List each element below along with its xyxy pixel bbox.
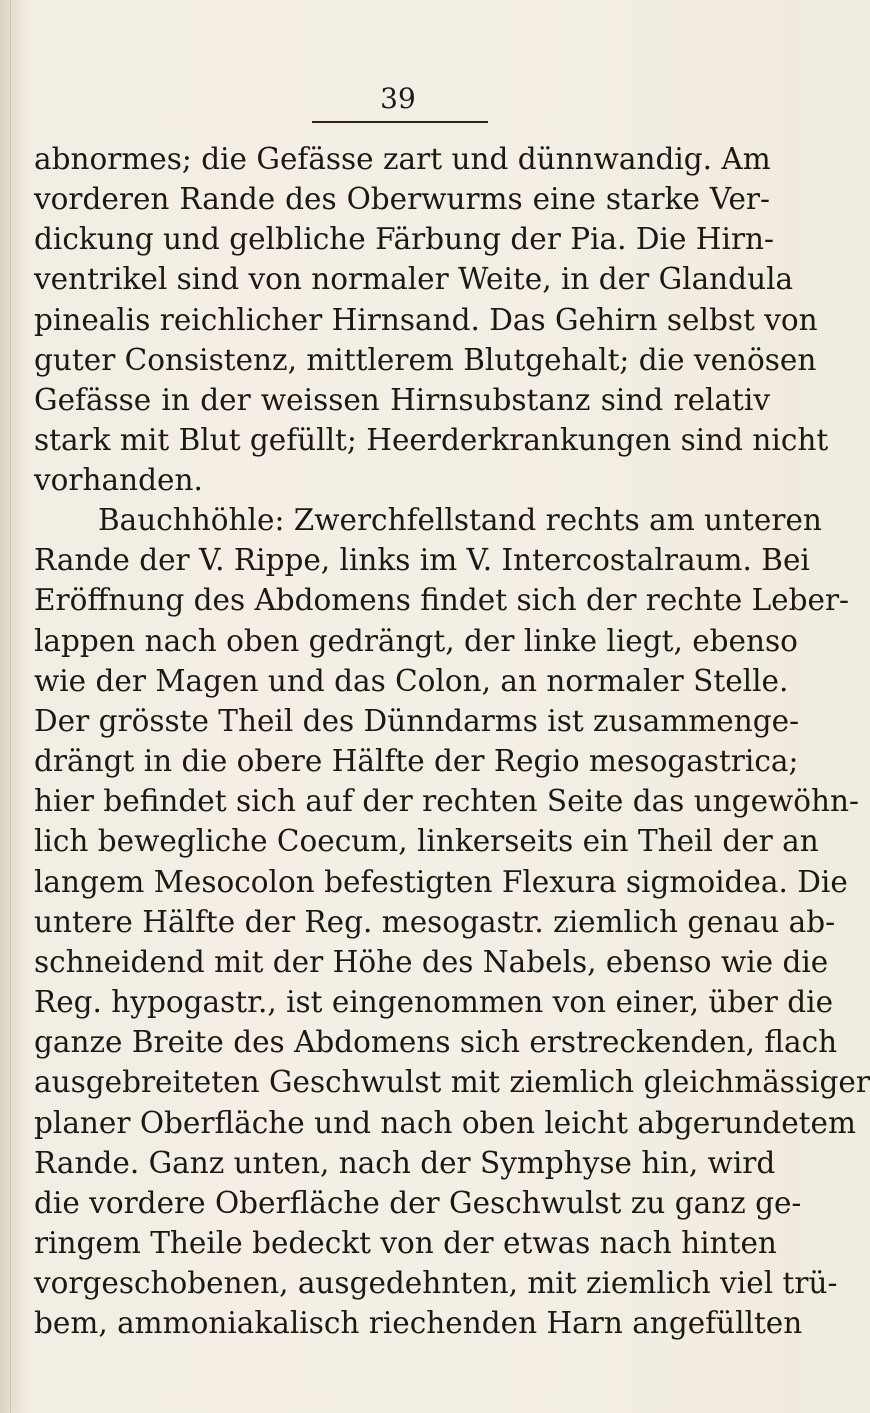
page-edge-rule bbox=[10, 0, 11, 1413]
text-line-12: Eröffnung des Abdomens findet sich der rechte Leber- bbox=[34, 583, 850, 617]
text-line-25: planer Oberfläche und nach oben leicht abgerundetem bbox=[34, 1106, 856, 1140]
text-line-1: abnormes; die Gefässe zart und dünnwandig. Am bbox=[34, 142, 771, 176]
text-line-9: vorhanden. bbox=[34, 463, 203, 497]
text-line-26: Rande. Ganz unten, nach der Symphyse hin, wird bbox=[34, 1146, 776, 1180]
text-line-4: ventrikel sind von normaler Weite, in der Glandula bbox=[34, 262, 794, 296]
text-line-22: Reg. hypogastr., ist eingenommen von einer, über die bbox=[34, 985, 834, 1019]
text-line-29: vorgeschobenen, ausgedehnten, mit ziemlich viel trü- bbox=[34, 1266, 838, 1300]
text-line-6: guter Consistenz, mittlerem Blutgehalt; die venösen bbox=[34, 343, 817, 377]
text-line-28: ringem Theile bedeckt von der etwas nach hinten bbox=[34, 1226, 777, 1260]
text-line-2: vorderen Rande des Oberwurms eine starke Ver- bbox=[34, 182, 770, 216]
text-line-11: Rande der V. Rippe, links im V. Intercostalraum. Bei bbox=[34, 543, 810, 577]
text-line-21: schneidend mit der Höhe des Nabels, ebenso wie die bbox=[34, 945, 829, 979]
text-line-17: hier befindet sich auf der rechten Seite das ungewöhn- bbox=[34, 784, 860, 818]
text-line-13: lappen nach oben gedrängt, der linke liegt, ebenso bbox=[34, 624, 798, 658]
text-line-10: Bauchhöhle: Zwerchfellstand rechts am unteren bbox=[98, 503, 822, 537]
text-line-8: stark mit Blut gefüllt; Heerderkrankungen sind nicht bbox=[34, 423, 829, 457]
text-line-24: ausgebreiteten Geschwulst mit ziemlich gleichmässiger bbox=[34, 1065, 870, 1099]
text-line-15: Der grösste Theil des Dünndarms ist zusammenge- bbox=[34, 704, 800, 738]
text-line-18: lich bewegliche Coecum, linkerseits ein Theil der an bbox=[34, 824, 819, 858]
text-line-30: bem, ammoniakalisch riechenden Harn angefüllten bbox=[34, 1306, 803, 1340]
page-number: 39 bbox=[380, 82, 416, 115]
text-line-23: ganze Breite des Abdomens sich erstreckenden, flach bbox=[34, 1025, 838, 1059]
text-line-7: Gefässe in der weissen Hirnsubstanz sind relativ bbox=[34, 383, 770, 417]
header-rule bbox=[312, 121, 488, 123]
text-line-20: untere Hälfte der Reg. mesogastr. ziemlich genau ab- bbox=[34, 905, 836, 939]
text-line-3: dickung und gelbliche Färbung der Pia. Die Hirn- bbox=[34, 222, 775, 256]
binding-edge bbox=[0, 0, 28, 1413]
text-line-27: die vordere Oberfläche der Geschwulst zu ganz ge- bbox=[34, 1186, 802, 1220]
text-line-5: pinealis reichlicher Hirnsand. Das Gehirn selbst von bbox=[34, 303, 818, 337]
text-line-16: drängt in die obere Hälfte der Regio mesogastrica; bbox=[34, 744, 799, 778]
text-line-14: wie der Magen und das Colon, an normaler Stelle. bbox=[34, 664, 789, 698]
text-line-19: langem Mesocolon befestigten Flexura sigmoidea. Die bbox=[34, 865, 848, 899]
